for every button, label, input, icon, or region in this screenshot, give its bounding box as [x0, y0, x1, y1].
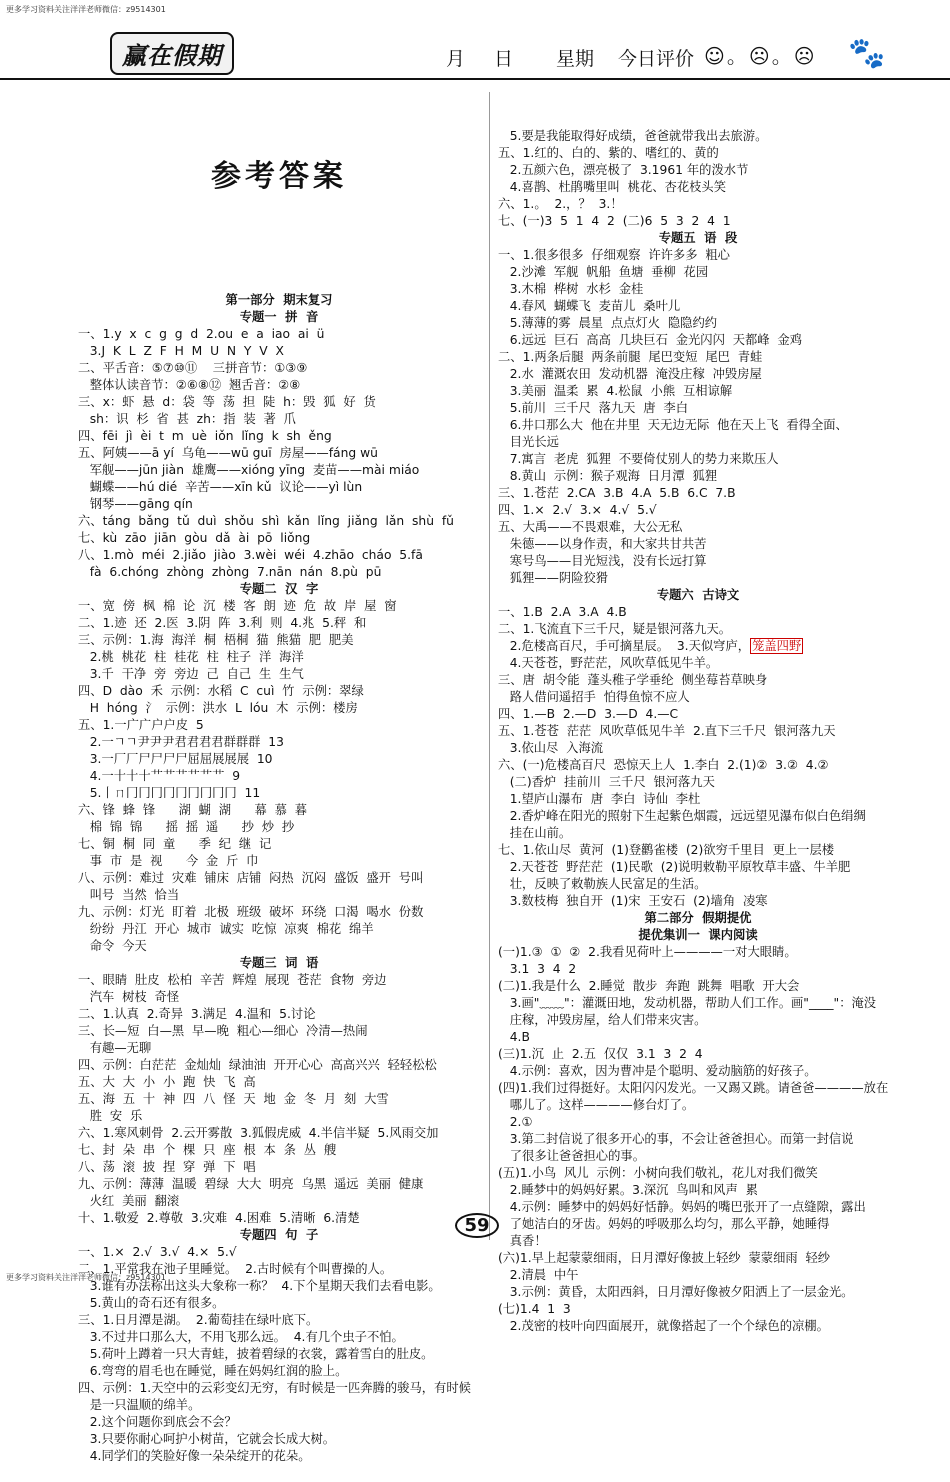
answer-text: 八、1.mò méi 2.jiǎo jiào 3.wèi wéi 4.zhāo cháo 5.fā: [78, 548, 423, 562]
answer-text: 四、示例：1.天空中的云彩变幻无穷，有时候是一匹奔腾的骏马，有时候: [78, 1381, 471, 1395]
answer-text: 七、kù zāo jiān gòu dǎ ài pō liǒng: [78, 531, 311, 545]
answer-text: 二、1.飞流直下三千尺，疑是银河落九天。: [498, 622, 732, 636]
answer-line: [78, 717, 480, 734]
answer-line: [498, 451, 898, 468]
answer-text: 十、1.敬爱 2.尊敬 3.灾难 4.困难 5.清晰 6.清楚: [78, 1211, 360, 1225]
answer-text: 七、1.依山尽 黄河 (1)登鹳雀楼 (2)欲穷千里目 更上一层楼: [498, 843, 835, 857]
answer-line: [78, 1380, 480, 1397]
answer-line: [498, 468, 898, 485]
answer-text: (三)1.沉 止 2.五 仅仅 3.1 3 2 4: [498, 1047, 703, 1061]
answer-text: 六、1.。 2.，？ 3.！: [498, 197, 623, 211]
answer-line: [498, 1182, 898, 1199]
answer-line: [498, 519, 898, 536]
answer-line: [78, 1193, 480, 1210]
answer-line: [498, 638, 898, 655]
answer-line: [498, 791, 898, 808]
answer-text: 3.木棉 桦树 水杉 金桂: [498, 282, 644, 296]
answer-text: 2.危楼高百尺，手可摘星辰。 3.天似穹庐，: [498, 639, 751, 653]
answer-line: [498, 1097, 898, 1114]
answer-line: [78, 360, 480, 377]
answer-text: 第二部分 假期提优: [644, 911, 752, 925]
answer-text: 3.不过井口那么大，不用飞那么远。 4.有几个虫子不怕。: [78, 1330, 404, 1344]
answer-text: 二、1.迹 还 2.医 3.阴 阵 3.利 则 4.兆 5.秤 和: [78, 616, 367, 630]
answer-line: [78, 1295, 480, 1312]
answer-line: [498, 944, 898, 961]
answer-line: [78, 1397, 480, 1414]
answer-line: [498, 1199, 898, 1216]
answer-text: 3.一厂厂尸尸尸尸屈屈展展展 10: [78, 752, 273, 766]
answer-line: [498, 1284, 898, 1301]
header-divider: [0, 78, 950, 80]
answer-text: 七、封 朵 串 个 棵 只 座 根 本 条 丛 艘: [78, 1143, 337, 1157]
section-heading: [498, 587, 898, 604]
answer-text: 八、荡 滚 披 捏 穿 弹 下 唱: [78, 1160, 256, 1174]
answer-line: [78, 1210, 480, 1227]
answer-line: [78, 1329, 480, 1346]
answer-line: [78, 411, 480, 428]
answer-line: [498, 672, 898, 689]
answer-text: 三、长—短 白—黑 早—晚 粗心—细心 冷清—热闹: [78, 1024, 368, 1038]
answer-text: 2.五颜六色，漂亮极了 3.1961 年的泼水节: [498, 163, 749, 177]
answer-line: [498, 723, 898, 740]
answer-line: [498, 213, 898, 230]
answer-line: [498, 1301, 898, 1318]
answer-line: [498, 128, 898, 145]
answer-text: 了很多让爸爸担心的事。: [498, 1149, 645, 1163]
answer-line: [498, 706, 898, 723]
answer-text: 庄稼，冲毁房屋，给人们带来灾害。: [498, 1013, 707, 1027]
answer-text: (二)1.我是什么 2.睡觉 散步 奔跑 跳舞 唱歌 开大会: [498, 979, 800, 993]
answer-line: [78, 870, 480, 887]
answer-line: [78, 1244, 480, 1261]
answer-text: 七、铜 桐 同 童 季 纪 继 记: [78, 837, 272, 851]
answer-text: 胜 安 乐: [78, 1109, 143, 1123]
answer-text: 六、táng bǎng tǔ duì shǒu shì kǎn lǐng jiǎng lǎn shù fǔ: [78, 514, 454, 528]
answer-text: 六、1.寒风刺骨 2.云开雾散 3.狐假虎威 4.半信半疑 5.风雨交加: [78, 1126, 439, 1140]
answer-text: fà 6.chóng zhòng zhòng 7.nān nán 8.pù pū: [78, 565, 382, 579]
answer-line: [498, 774, 898, 791]
answer-text: 狐狸——阴险狡猾: [498, 571, 609, 585]
answer-text: 纷纷 丹江 开心 城市 诚实 吃惊 凉爽 棉花 绵羊: [78, 922, 374, 936]
answer-line: [78, 1312, 480, 1329]
answer-line: [498, 1148, 898, 1165]
answer-text: 九、示例：灯光 盯着 北极 班级 破坏 环绕 口渴 喝水 份数: [78, 905, 424, 919]
answer-text: 2.茂密的枝叶向四面展开，就像搭起了一个个绿色的凉棚。: [498, 1319, 829, 1333]
answer-text: 5.黄山的奇石还有很多。: [78, 1296, 225, 1310]
answer-text: (二)香炉 挂前川 三千尺 银河落九天: [498, 775, 715, 789]
answer-line: [498, 1063, 898, 1080]
answer-text: 四、示例：白茫茫 金灿灿 绿油油 开开心心 高高兴兴 轻轻松松: [78, 1058, 437, 1072]
answer-line: [78, 1431, 480, 1448]
answer-line: [78, 1074, 480, 1091]
answer-text: 3.美丽 温柔 累 4.松鼠 小熊 互相谅解: [498, 384, 733, 398]
answer-text: 2.天苍苍 野茫茫 (1)民歌 (2)说明敕勒平原牧草丰盛、牛羊肥: [498, 860, 851, 874]
answer-text: 三、唐 胡令能 蓬头稚子学垂纶 侧坐莓苔草映身: [498, 673, 768, 687]
answer-line: [498, 383, 898, 400]
answer-text: 3.J K L Z F H M U N Y V X: [78, 344, 284, 358]
answer-text: 五、海 五 十 神 四 八 怪 天 地 金 冬 月 刻 大雪: [78, 1092, 389, 1106]
answer-line: [78, 836, 480, 853]
answer-line: [498, 349, 898, 366]
answer-text: 2.①: [498, 1115, 533, 1129]
answer-text: 4.B: [498, 1030, 530, 1044]
answer-text: 是一只温顺的绵羊。: [78, 1398, 201, 1412]
answer-text: 5.丨ㄇ冂冂冂冂冂冂冂冂冂 11: [78, 786, 261, 800]
answer-text: 4.天苍苍，野茫茫，风吹草低见牛羊。: [498, 656, 719, 670]
answer-text: 目光长远: [498, 435, 559, 449]
answer-text: 3.谁有办法称出这头大象称一称？ 4.下个星期天我们去看电影。: [78, 1279, 441, 1293]
answer-line: [78, 1414, 480, 1431]
answer-text: 五、阿姨——ā yí 乌龟——wū guī 房屋——fáng wū: [78, 446, 378, 460]
answer-text: 火红 美丽 翻滚: [78, 1194, 180, 1208]
answer-line: [498, 1318, 898, 1335]
answer-text: 专题六 古诗文: [656, 588, 740, 602]
section-heading: [498, 927, 898, 944]
watermark-top: 更多学习资料关注洋洋老师微信：z9514301: [6, 5, 166, 14]
answer-line: [78, 700, 480, 717]
answer-line: [78, 377, 480, 394]
answer-text: 五、大 大 小 小 跑 快 飞 高: [78, 1075, 256, 1089]
answer-line: [498, 1012, 898, 1029]
answer-text: 三、x：虾 悬 d：袋 等 荡 担 陡 h：毁 狐 好 货: [78, 395, 376, 409]
answer-text: 6.弯弯的眉毛也在睡觉，睡在妈妈红润的脸上。: [78, 1364, 348, 1378]
answer-line: [78, 530, 480, 547]
answer-text: 二、1.两条后腿 两条前腿 尾巴变短 尾巴 青蛙: [498, 350, 763, 364]
answer-line: [78, 921, 480, 938]
answer-text: 5.薄薄的雾 晨星 点点灯火 隐隐约约: [498, 316, 718, 330]
answer-text: 二、平舌音：⑤⑦⑩⑪ 三拼音节：①③⑨: [78, 361, 308, 375]
answer-line: [498, 604, 898, 621]
answer-line: [498, 1080, 898, 1097]
answer-line: [78, 802, 480, 819]
answer-line: [498, 961, 898, 978]
answer-text: 一、眼睛 肚皮 松柏 辛苦 辉煌 展现 苍茫 食物 旁边: [78, 973, 387, 987]
answer-text: 六、锋 蜂 锋 湖 蝴 湖 幕 慕 暮: [78, 803, 308, 817]
answer-text: 2.水 灌溉农田 发动机器 淹没庄稼 冲毁房屋: [498, 367, 762, 381]
answer-text: 哪儿了。这样————修台灯了。: [498, 1098, 695, 1112]
answer-line: [78, 1108, 480, 1125]
answer-text: 挂在山前。: [498, 826, 572, 840]
answer-line: [78, 462, 480, 479]
month-label: 月: [446, 48, 466, 70]
answer-text: 整体认读音节：②⑥⑧⑫ 翘舌音：②⑧: [78, 378, 301, 392]
answer-line: [78, 666, 480, 683]
answer-line: [498, 264, 898, 281]
answer-line: [78, 785, 480, 802]
answer-line: [498, 893, 898, 910]
answer-text: 一、宽 傍 枫 棉 论 沉 楼 客 朗 迹 危 故 岸 屋 窗: [78, 599, 397, 613]
answer-text: 3.画"﹏﹏"：灌溉田地，发动机器，帮助人们工作。画"____"：淹没: [498, 996, 877, 1010]
answer-text: 专题二 汉 字: [239, 582, 319, 596]
answer-text: 2.桃 桃花 柱 桂花 柱 柱子 洋 海洋: [78, 650, 304, 664]
answer-line: [78, 1448, 480, 1465]
answer-line: [78, 938, 480, 955]
answer-line: [498, 1216, 898, 1233]
answer-line: [78, 819, 480, 836]
answer-line: [498, 757, 898, 774]
answer-text: 一、1.y x c g g d 2.ou e a iao ai ü: [78, 327, 325, 341]
answer-text: 寒号鸟——目光短浅，没有长远打算: [498, 554, 707, 568]
answer-line: [498, 281, 898, 298]
answer-line: [78, 1091, 480, 1108]
answer-line: [498, 1233, 898, 1250]
answer-text: 八、示例：难过 灾难 铺床 店铺 闷热 沉闷 盛饭 盛开 号叫: [78, 871, 424, 885]
answer-line: [498, 417, 898, 434]
answer-text: 2.沙滩 军舰 帆船 鱼塘 垂柳 花园: [498, 265, 709, 279]
answer-line: [498, 502, 898, 519]
answer-line: [498, 485, 898, 502]
answer-text: 专题一 拼 音: [239, 310, 319, 324]
answer-line: [78, 1176, 480, 1193]
answer-line: [498, 162, 898, 179]
answer-line: [78, 751, 480, 768]
answer-text: 三、示例：1.海 海洋 桐 梧桐 猫 熊猫 肥 肥美: [78, 633, 354, 647]
answer-line: [78, 683, 480, 700]
answer-text: 军舰——jūn jiàn 雄鹰——xióng yīng 麦苗——mài miáo: [78, 463, 420, 477]
answer-text: 专题五 语 段: [658, 231, 738, 245]
weekday-label: 星期: [556, 48, 595, 70]
answer-text: 专题四 句 子: [239, 1228, 319, 1242]
answer-text: 四、D dào 禾 示例：水稻 C cuì 竹 示例：翠绿: [78, 684, 364, 698]
answer-line: [78, 649, 480, 666]
answer-text: (一)1.③ ① ② 2.我看见荷叶上————一对大眼睛。: [498, 945, 797, 959]
answer-line: [498, 553, 898, 570]
answer-text: 3.数枝梅 独自开 (1)宋 王安石 (2)墙角 凌寒: [498, 894, 768, 908]
answer-text: 7.寓言 老虎 狐狸 不要倚仗别人的势力来欺压人: [498, 452, 779, 466]
answer-text: 4.喜鹊、杜鹃嘴里叫 桃花、杏花枝头笑: [498, 180, 727, 194]
answer-line: [498, 179, 898, 196]
answer-line: [498, 400, 898, 417]
answer-text: 5.荷叶上蹲着一只大青蛙，披着碧绿的衣裳，露着雪白的肚皮。: [78, 1347, 434, 1361]
answer-text: 6.远远 巨石 高高 几块巨石 金光闪闪 天都峰 金鸡: [498, 333, 803, 347]
answer-text: 蝴蝶——hú dié 辛苦——xīn kǔ 议论——yì lùn: [78, 480, 363, 494]
answer-text: 壮，反映了敕勒族人民富足的生活。: [498, 877, 707, 891]
answer-text: 3.依山尽 入海流: [498, 741, 604, 755]
answer-text: 二、1.平常我在池子里睡觉。 2.古时候有个叫曹操的人。: [78, 1262, 393, 1276]
answer-column-right: [498, 94, 898, 1352]
answer-text: 二、1.认真 2.奇异 3.满足 4.温和 5.讨论: [78, 1007, 316, 1021]
answer-line: [78, 547, 480, 564]
answer-line: [78, 513, 480, 530]
answer-text: 2.这个问题你到底会不会？: [78, 1415, 237, 1429]
answer-line: [78, 989, 480, 1006]
column-divider: [489, 92, 490, 1240]
answer-line: [78, 1040, 480, 1057]
answer-line: [78, 904, 480, 921]
answer-line: [498, 808, 898, 825]
answer-text: 3.第二封信说了很多开心的事，不会让爸爸担心。而第一封信说: [498, 1132, 854, 1146]
section-heading: [498, 230, 898, 247]
answer-line: [498, 332, 898, 349]
answer-line: [78, 326, 480, 343]
answer-line: [498, 536, 898, 553]
answer-text: 4.示例：睡梦中的妈妈好恬静。妈妈的嘴巴张开了一点缝隙，露出: [498, 1200, 866, 1214]
answer-line: [498, 196, 898, 213]
answer-line: [498, 315, 898, 332]
answer-line: [498, 740, 898, 757]
answer-text: 汽车 树枝 奇怪: [78, 990, 180, 1004]
day-label: 日: [494, 48, 514, 70]
answer-line: [498, 1267, 898, 1284]
answer-line: [78, 598, 480, 615]
paw-print-icon: 🐾: [848, 36, 886, 71]
answer-text: 2.香炉峰在阳光的照射下生起紫色烟霞，远远望见瀑布似白色绢绸: [498, 809, 866, 823]
answer-text: 提优集训一 课内阅读: [638, 928, 758, 942]
answer-line: [498, 978, 898, 995]
answer-line: [78, 428, 480, 445]
section-heading: [498, 910, 898, 927]
answer-line: [498, 995, 898, 1012]
answer-text: 1.望庐山瀑布 唐 李白 诗仙 李杜: [498, 792, 701, 806]
answer-text: 六、(一)危楼高百尺 恐惊天上人 1.李白 2.(1)② 3.② 4.②: [498, 758, 829, 772]
answer-text: 五、1.红的、白的、紫的、嗜红的、黄的: [498, 146, 719, 160]
brand-logo: 赢在假期: [110, 32, 234, 75]
highlighted-answer: 笼盖四野: [752, 639, 802, 653]
answer-text: 三、1.苍茫 2.CA 3.B 4.A 5.B 6.C 7.B: [498, 486, 736, 500]
answer-line: [498, 298, 898, 315]
answer-line: [498, 1250, 898, 1267]
answer-text: (六)1.早上起蒙蒙细雨，日月潭好像披上轻纱 蒙蒙细雨 轻纱: [498, 1251, 831, 1265]
answer-line: [78, 632, 480, 649]
answer-line: [78, 1346, 480, 1363]
answer-line: [498, 876, 898, 893]
answer-text: 了她洁白的牙齿。妈妈的呼吸那么均匀，那么平静，她睡得: [498, 1217, 830, 1231]
answer-text: 5.前川 三千尺 落九天 唐 李白: [498, 401, 688, 415]
answer-text: 九、示例：薄薄 温暖 碧绿 大大 明亮 乌黑 遥远 美丽 健康: [78, 1177, 424, 1191]
answer-text: 四、1.—B 2.—D 3.—D 4.—C: [498, 707, 679, 721]
answer-text: 专题三 词 语: [239, 956, 319, 970]
answer-line: [78, 853, 480, 870]
page-number: 59: [455, 1213, 499, 1238]
answer-text: 一、1.B 2.A 3.A 4.B: [498, 605, 627, 619]
answer-text: (五)1.小鸟 风儿 示例：小树向我们敬礼，花儿对我们微笑: [498, 1166, 818, 1180]
answer-text: 五、大禹——不畏艰难，大公无私: [498, 520, 683, 534]
answer-line: [78, 1023, 480, 1040]
answer-line: [498, 1046, 898, 1063]
section-heading: [78, 1227, 480, 1244]
answer-text: 真香！: [498, 1234, 547, 1248]
answer-line: [78, 343, 480, 360]
answer-text: 2.一ㄱㄱ尹尹尹君君君君群群群 13: [78, 735, 284, 749]
answer-line: [78, 615, 480, 632]
answer-text: 3.示例：黄昏，太阳西斜，日月潭好像被夕阳洒上了一层金光。: [498, 1285, 854, 1299]
answer-text: 3.1 3 4 2: [498, 962, 577, 976]
answer-text: 4.一十十十艹艹艹艹艹艹 9: [78, 769, 241, 783]
answer-line: [78, 1363, 480, 1380]
answer-line: [498, 1029, 898, 1046]
answer-text: 2.睡梦中的妈妈好累。3.深沉 鸟叫和风声 累: [498, 1183, 758, 1197]
answer-line: [78, 887, 480, 904]
watermark-bottom: 更多学习资料关注洋洋老师微信：z9514301: [6, 1273, 166, 1282]
answer-line: [498, 1114, 898, 1131]
section-heading: [78, 581, 480, 598]
answer-line: [498, 145, 898, 162]
answer-text: 叫号 当然 恰当: [78, 888, 180, 902]
answer-line: [498, 655, 898, 672]
answer-line: [78, 1125, 480, 1142]
answer-text: 4.春风 蝴蝶飞 麦苗儿 桑叶儿: [498, 299, 681, 313]
section-heading: [78, 309, 480, 326]
answer-line: [498, 842, 898, 859]
answer-text: 4.同学们的笑脸好像一朵朵绽开的花朵。: [78, 1449, 311, 1463]
answer-text: 四、1.× 2.√ 3.× 4.√ 5.√: [498, 503, 657, 517]
answer-line: [498, 689, 898, 706]
answer-line: [78, 394, 480, 411]
answer-text: 有趣—无聊: [78, 1041, 152, 1055]
answer-line: [78, 1159, 480, 1176]
answer-line: [498, 247, 898, 264]
answer-text: 一、1.很多很多 仔细观察 许许多多 粗心: [498, 248, 730, 262]
answer-text: 命令 今天: [78, 939, 147, 953]
section-heading: [78, 955, 480, 972]
answer-text: 五、1.苍苍 茫茫 风吹草低见牛羊 2.直下三千尺 银河落九天: [498, 724, 836, 738]
page-title: 参考答案: [211, 159, 347, 194]
answer-line: [78, 479, 480, 496]
section-heading: [78, 292, 480, 309]
answer-text: 事 市 是 视 今 金 斤 巾: [78, 854, 259, 868]
answer-line: [498, 1131, 898, 1148]
answer-text: 8.黄山 示例：猴子观海 日月潭 狐狸: [498, 469, 718, 483]
rating-label: 今日评价: [618, 48, 695, 70]
answer-line: [498, 825, 898, 842]
answer-text: 一、1.× 2.√ 3.√ 4.× 5.√: [78, 1245, 237, 1259]
answer-line: [78, 734, 480, 751]
answer-line: [78, 1057, 480, 1074]
answer-text: 5.要是我能取得好成绩，爸爸就带我出去旅游。: [498, 129, 768, 143]
answer-text: 四、fēi jì èi t m uè iǒn lǐng k sh ěng: [78, 429, 332, 443]
rating-faces-icon: ☺。☹。☹: [704, 44, 817, 68]
answer-text: 路人借问遥招手 怕得鱼惊不应人: [498, 690, 690, 704]
answer-line: [78, 1142, 480, 1159]
answer-text: H hóng 氵 示例：洪水 L lóu 木 示例：楼房: [78, 701, 358, 715]
answer-text: 第一部分 期末复习: [225, 293, 333, 307]
answer-line: [498, 1165, 898, 1182]
answer-line: [78, 445, 480, 462]
answer-text: 朱德——以身作责，和大家共甘共苦: [498, 537, 707, 551]
answer-text: 3.只要你耐心呵护小树苗，它就会长成大树。: [78, 1432, 336, 1446]
answer-line: [78, 768, 480, 785]
answer-text: 4.示例：喜欢，因为曹冲是个聪明、爱动脑筋的好孩子。: [498, 1064, 817, 1078]
answer-text: 钢琴——gāng qín: [78, 497, 193, 511]
answer-line: [498, 570, 898, 587]
answer-text: (四)1.我们过得挺好。太阳闪闪发光。一又踢又跳。请爸爸————放在: [498, 1081, 889, 1095]
answer-line: [78, 496, 480, 513]
answer-text: (七)1.4 1 3: [498, 1302, 571, 1316]
answer-line: [78, 972, 480, 989]
answer-text: 七、(一)3 5 1 4 2 (二)6 5 3 2 4 1: [498, 214, 731, 228]
answer-line: [498, 621, 898, 638]
answer-text: 3.千 干净 旁 旁边 己 自己 生 生气: [78, 667, 304, 681]
answer-line: [498, 366, 898, 383]
answer-line: [78, 564, 480, 581]
answer-line: [78, 1006, 480, 1023]
answer-text: 棉 锦 锦 摇 摇 遥 抄 炒 抄: [78, 820, 295, 834]
answer-text: 2.清晨 中午: [498, 1268, 579, 1282]
answer-text: 6.井口那么大 他在井里 天无边无际 他在天上飞 看得全面、: [498, 418, 848, 432]
page-header: [0, 14, 950, 76]
answer-line: [498, 859, 898, 876]
answer-line: [498, 434, 898, 451]
answer-text: 三、1.日月潭是湖。 2.葡萄挂在绿叶底下。: [78, 1313, 319, 1327]
answer-text: sh：识 杉 省 甚 zh：指 装 著 爪: [78, 412, 296, 426]
answer-text: 五、1.一广广户户皮 5: [78, 718, 204, 732]
